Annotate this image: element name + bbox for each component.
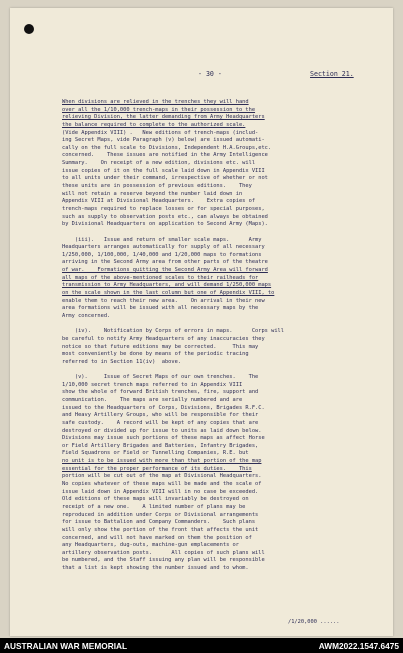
text-line: issue copies of it on the full scale laid down in Appendix VIII [62, 167, 265, 174]
text-line: on the scale shown in the last column but one of Appendix VIII, to [62, 290, 275, 297]
text-line: Appendix VIII at Divisional Headquarters. Extra copies of [62, 198, 256, 205]
archive-name: AUSTRALIAN WAR MEMORIAL [4, 641, 128, 651]
text-line: to all units under their command, irrespective of whether or not [62, 175, 268, 182]
text-line: no unit is to be issued with more than that portion of the map [62, 458, 262, 465]
text-line: When divisions are relieved in the trenches they will hand [62, 99, 249, 105]
text-line: safe custody. A record will be kept of any copies that are [62, 419, 259, 426]
archive-banner [0, 638, 403, 653]
text-line: Headquarters arranges automatically for supply of all necessary [62, 244, 265, 251]
typed-text-body [62, 99, 382, 573]
continuation-reference: /1/20,000 ...... [288, 619, 340, 625]
paragraph-gap [62, 229, 382, 237]
text-line: destroyed or divided up for issue to units as laid down below. [62, 427, 262, 434]
document-page [10, 8, 393, 636]
text-line: arriving in the Second Army area from other parts of the theatre [62, 259, 268, 266]
text-line: these units are in possession of previous editions. They [62, 183, 252, 190]
text-line: Divisions may issue such portions of these maps as affect Horse [62, 435, 265, 442]
text-line: (iv). Notification by Corps of errors in maps. Corps will [62, 328, 284, 335]
archive-reference: AWM2022.1547.6475 [318, 641, 399, 651]
text-line: Summary. On receipt of a new edition, divisions etc. will [62, 160, 256, 167]
text-line: Field Squadrons or Field or Tunnelling Companies, R.E. but [62, 450, 249, 457]
text-line: will only show the portion of the front that affects the unit [62, 526, 259, 533]
text-line: enable them to reach their new area. On arrival in their new [62, 297, 265, 304]
text-line: be careful to notify Army Headquarters of any inaccuracies they [62, 335, 265, 342]
text-line: relieving Division, the latter demanding from Army Headquarters [62, 114, 265, 121]
section-label: Section 21. [310, 70, 354, 78]
text-line: over all the 1/10,000 trench-maps in their possession to the [62, 106, 256, 113]
text-line: cally on the full scale to Divisions, Independent H.A.Groups,etc. [62, 144, 272, 151]
text-line: reproduced in addition under Corps or Divisional arrangements [62, 511, 259, 518]
text-line: essential for the proper performance of its duties. This [62, 465, 252, 472]
text-line: concerned. These issues are notified in the Army Intelligence [62, 152, 268, 159]
punch-hole [24, 24, 34, 34]
text-line: such as supply to observation posts etc., can always be obtained [62, 213, 268, 220]
text-line: issued to the Headquarters of Corps, Divisions, Brigades R.F.C. [62, 404, 265, 411]
text-line: referred to in Section 11(iv) above. [62, 358, 182, 365]
text-line: portion will be cut out of the map at Divisional Headquarters. [62, 473, 262, 480]
text-line: artillery observation posts. All copies of such plans will [62, 549, 265, 556]
text-line: 1/250,000, 1/100,000, 1/40,000 and 1/20,000 maps to formations [62, 251, 262, 258]
paragraph-gap [62, 366, 382, 374]
text-line: or Field Artillery Brigades and Batteries, Infantry Brigades, [62, 442, 259, 449]
text-line: trench-maps required to replace losses or for special purposes, [62, 205, 265, 212]
text-line: of war. Formations quitting the Second Army Area will forward [62, 267, 268, 274]
text-line: for issue to Battalion and Company Commanders. Such plans [62, 519, 256, 526]
text-line: Old editions of these maps will invariably be destroyed on [62, 496, 249, 503]
text-line: by Divisional Headquarters on application to Second Army (Maps). [62, 221, 268, 228]
text-line: Army concerned. [62, 312, 111, 319]
text-line: any Headquarters, dug-outs, machine-gun emplacements or [62, 542, 239, 549]
text-line: most conveniently be done by means of the periodic tracing [62, 351, 249, 358]
text-line: receipt of a new one. A limited number of plans may be [62, 503, 246, 510]
text-line: (iii). Issue and return of smaller scale maps. Army [62, 236, 262, 243]
paragraph-gap [62, 321, 382, 329]
text-line: No copies whatever of these maps will be made and the scale of [62, 481, 262, 488]
text-line: (Vide Appendix VIII) . New editions of trench-maps (includ- [62, 129, 259, 136]
text-line: be numbered, and the Staff issuing any plan will be responsible [62, 557, 265, 564]
text-line: (v). Issue of Secret Maps of our own trenches. The [62, 374, 259, 381]
text-line: and Heavy Artillery Groups, who will be responsible for their [62, 412, 259, 419]
page-number: - 30 - [198, 70, 222, 78]
text-line: 1/10,000 secret trench maps referred to in Appendix VIII [62, 381, 243, 388]
text-line: transmission to Army Headquarters, and will demand 1/250,000 maps [62, 282, 272, 289]
text-line: notice so that future editions may be corrected. This may [62, 343, 259, 350]
text-line: the balance required to complete to the authorized scale. [62, 121, 246, 128]
text-line: communication. The maps are serially numbered and are [62, 396, 243, 403]
text-line: that a list is kept showing the number issued and to whom. [62, 565, 249, 572]
text-line: show the whole of forward British trenches, fire, support and [62, 389, 259, 396]
text-line: all maps of the above-mentioned scales to their railheads for [62, 274, 259, 281]
text-line: concerned, and will not have marked on them the position of [62, 534, 252, 541]
text-line: issue laid down in Appendix VIII will in no case be exceeded. [62, 488, 259, 495]
text-line: area formations will be issued with all necessary maps by the [62, 305, 259, 312]
text-line: will not retain a reserve beyond the number laid down in [62, 190, 243, 197]
text-line: ing Secret Maps, vide Paragraph (v) below) are issued automati- [62, 137, 265, 144]
